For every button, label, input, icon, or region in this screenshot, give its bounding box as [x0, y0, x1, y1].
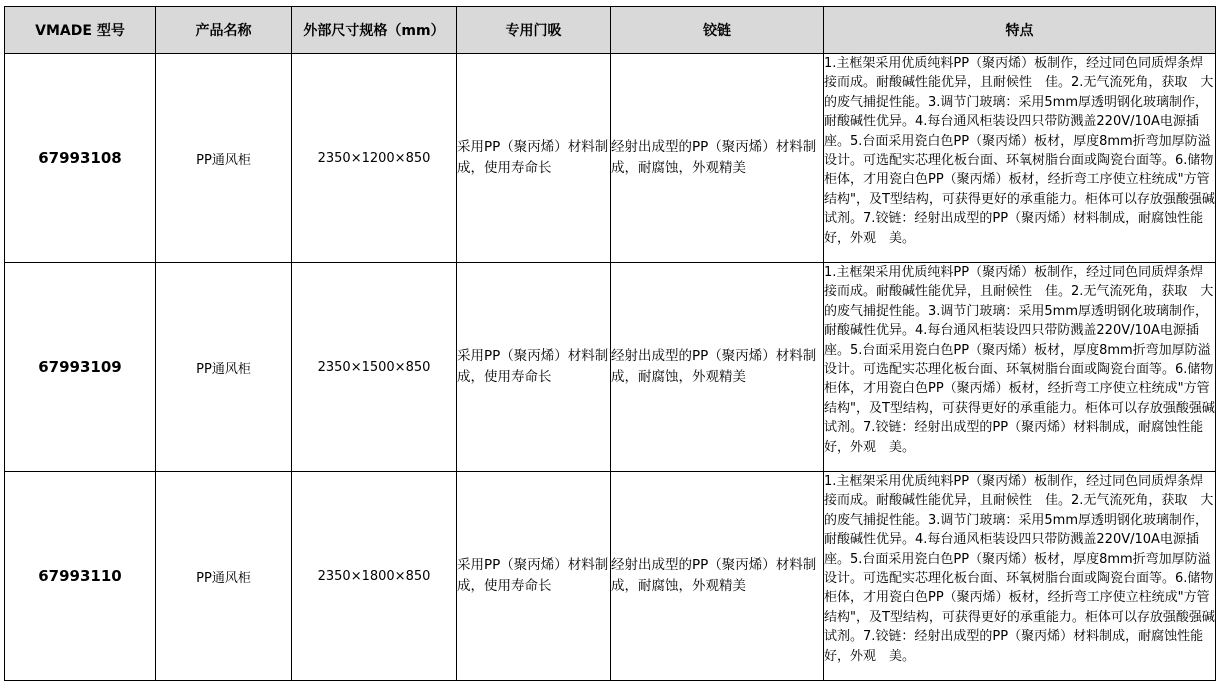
cell-product-name: PP通风柜 — [156, 54, 292, 263]
cell-size: 2350×1500×850 — [292, 263, 457, 472]
cell-size: 2350×1800×850 — [292, 472, 457, 681]
product-spec-table — [4, 6, 1216, 681]
cell-features: 1.主框架采用优质纯料PP（聚丙烯）板制作，经过同色同质焊条焊接而成。耐酸碱性能优异，且耐候性 佳。2.无气流死角，获取 大的废气捕捉性能。3.调节门玻璃：采用5mm厚透明钢化玻璃制作，耐酸碱性优异。4.每台通风柜装设四只带防溅盖220V/10A电源插座。5.台面采用瓷白色PP（聚丙烯）板材，厚度8mm折弯加厚防溢设计。可选配实芯理化板台面、环氧树脂台面或陶瓷台面等。6.储物柜体，才用瓷白色PP（聚丙烯）板材，经折弯工序使立柱统成"方管结构"，及T型结构，可获得更好的承重能力。柜体可以存放强酸强碱试剂。7.铰链：经射出成型的PP（聚丙烯）材料制成，耐腐蚀性能好，外观 美。 — [824, 472, 1216, 681]
cell-hinge: 经射出成型的PP（聚丙烯）材料制成，耐腐蚀，外观精美 — [611, 472, 824, 681]
header-hinge: 铰链 — [611, 7, 824, 54]
cell-product-name: PP通风柜 — [156, 472, 292, 681]
cell-model: 67993109 — [5, 263, 156, 472]
spec-sheet — [4, 6, 1216, 681]
cell-door-stop: 采用PP（聚丙烯）材料制成，使用寿命长 — [457, 54, 611, 263]
table-row — [5, 472, 1216, 681]
header-size: 外部尺寸规格（mm） — [292, 7, 457, 54]
cell-hinge: 经射出成型的PP（聚丙烯）材料制成，耐腐蚀，外观精美 — [611, 263, 824, 472]
cell-features: 1.主框架采用优质纯料PP（聚丙烯）板制作，经过同色同质焊条焊接而成。耐酸碱性能优异，且耐候性 佳。2.无气流死角，获取 大的废气捕捉性能。3.调节门玻璃：采用5mm厚透明钢化玻璃制作，耐酸碱性优异。4.每台通风柜装设四只带防溅盖220V/10A电源插座。5.台面采用瓷白色PP（聚丙烯）板材，厚度8mm折弯加厚防溢设计。可选配实芯理化板台面、环氧树脂台面或陶瓷台面等。6.储物柜体，才用瓷白色PP（聚丙烯）板材，经折弯工序使立柱统成"方管结构"，及T型结构，可获得更好的承重能力。柜体可以存放强酸强碱试剂。7.铰链：经射出成型的PP（聚丙烯）材料制成，耐腐蚀性能好，外观 美。 — [824, 54, 1216, 263]
cell-size: 2350×1200×850 — [292, 54, 457, 263]
cell-product-name: PP通风柜 — [156, 263, 292, 472]
cell-model: 67993110 — [5, 472, 156, 681]
cell-door-stop: 采用PP（聚丙烯）材料制成，使用寿命长 — [457, 263, 611, 472]
table-row — [5, 54, 1216, 263]
header-model: VMADE 型号 — [5, 7, 156, 54]
cell-door-stop: 采用PP（聚丙烯）材料制成，使用寿命长 — [457, 472, 611, 681]
cell-hinge: 经射出成型的PP（聚丙烯）材料制成，耐腐蚀，外观精美 — [611, 54, 824, 263]
cell-features: 1.主框架采用优质纯料PP（聚丙烯）板制作，经过同色同质焊条焊接而成。耐酸碱性能优异，且耐候性 佳。2.无气流死角，获取 大的废气捕捉性能。3.调节门玻璃：采用5mm厚透明钢化玻璃制作，耐酸碱性优异。4.每台通风柜装设四只带防溅盖220V/10A电源插座。5.台面采用瓷白色PP（聚丙烯）板材，厚度8mm折弯加厚防溢设计。可选配实芯理化板台面、环氧树脂台面或陶瓷台面等。6.储物柜体，才用瓷白色PP（聚丙烯）板材，经折弯工序使立柱统成"方管结构"，及T型结构，可获得更好的承重能力。柜体可以存放强酸强碱试剂。7.铰链：经射出成型的PP（聚丙烯）材料制成，耐腐蚀性能好，外观 美。 — [824, 263, 1216, 472]
header-product-name: 产品名称 — [156, 7, 292, 54]
cell-model: 67993108 — [5, 54, 156, 263]
table-header-row — [5, 7, 1216, 54]
table-row — [5, 263, 1216, 472]
header-door-stop: 专用门吸 — [457, 7, 611, 54]
header-features: 特点 — [824, 7, 1216, 54]
